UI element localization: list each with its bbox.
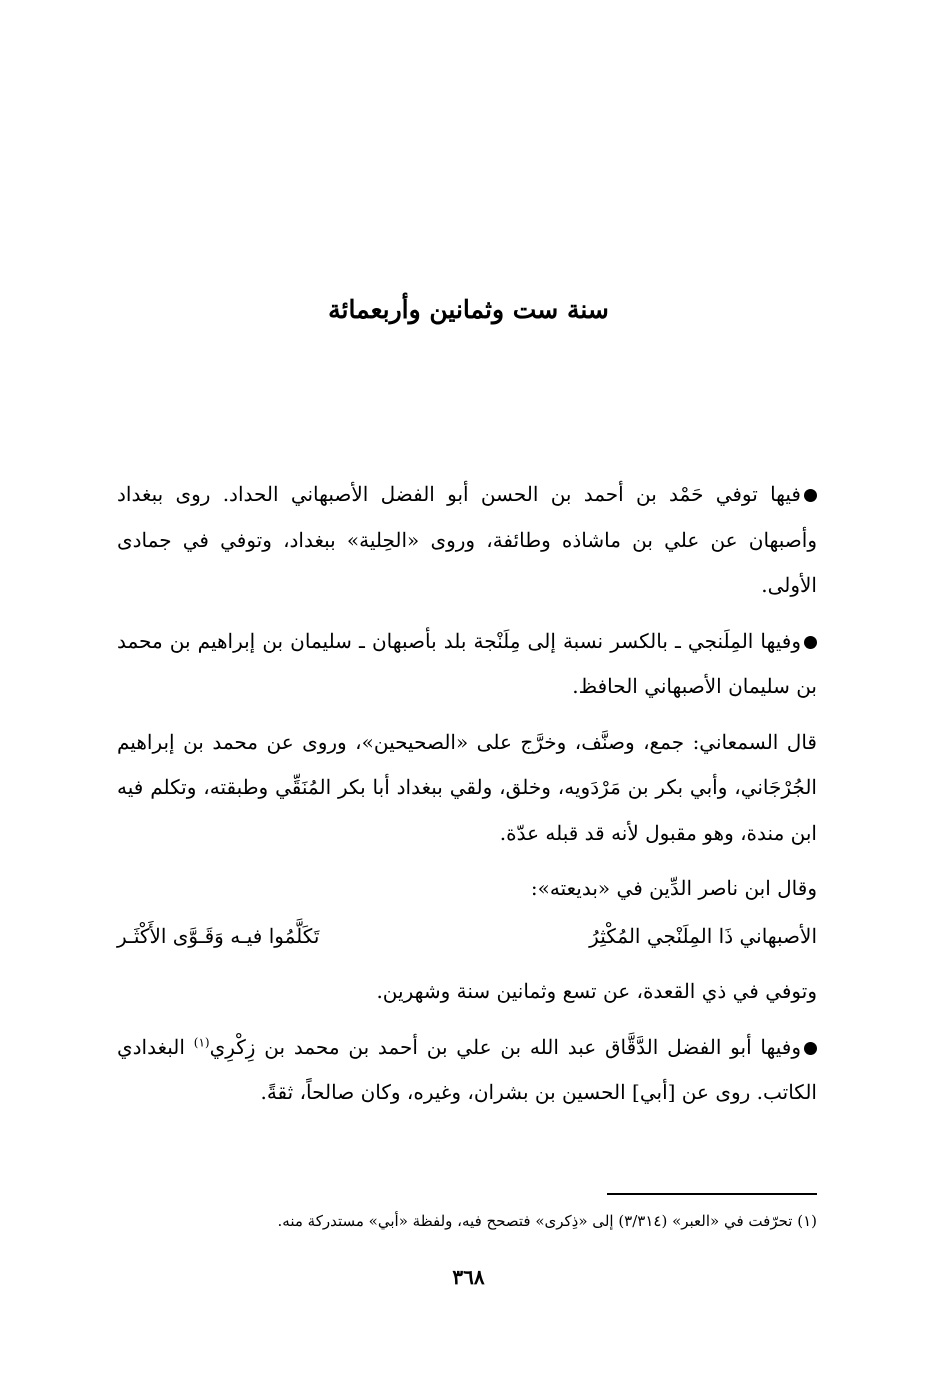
bullet-icon (804, 489, 817, 502)
page-number: ٣٦٨ (452, 1265, 485, 1289)
page-title: سنة ست وثمانين وأربعمائة (328, 295, 609, 324)
footnote: (١) تحرّفت في «العبر» (٣/٣١٤) إلى «ذِكرى» فتصحح فيه، ولفظة «أبي» مستدركة منه. (277, 1212, 817, 1230)
paragraph (117, 720, 817, 857)
paragraph-text: وقال ابن ناصر الدِّين في «بديعته»: (530, 876, 817, 900)
paragraph-text: البغدادي الكاتب. روى عن [أبي] الحسين بن بشران، وغيره، وكان صالحاً، ثقةً. (117, 1034, 817, 1104)
entry-paragraph (117, 1025, 817, 1116)
paragraph-text: وتوفي في ذي القعدة، عن تسع وثمانين سنة وشهرين. (376, 979, 817, 1003)
paragraph-text: وفيها المِلَنجي ـ بالكسر نسبة إلى مِلَنْجة بلد بأصبهان ـ سليمان بن إبراهيم بن محمد بن سليمان الأصبهاني الحافظ. (117, 628, 817, 698)
bullet-icon (804, 636, 817, 649)
verse-second-hemistich: تَكَلَّمُوا فيـه وَقَـوَّى الأَكْثَـر (117, 923, 320, 948)
footnote-divider (607, 1193, 817, 1195)
paragraph-text: فيها توفي حَمْد بن أحمد بن الحسن أبو الفضل الأصبهاني الحداد. روى ببغداد وأصبهان عن علي بن ماشاذه وطائفة، وروى «الحِلية» ببغداد، وتوفي في جمادى الأولى. (117, 482, 817, 597)
verse-first-hemistich: الأصبهاني ذَا المِلَنْجي المُكْثِرُ (589, 923, 817, 948)
entry-paragraph (117, 619, 817, 710)
paragraph (117, 969, 817, 1015)
main-text (117, 472, 817, 1116)
poetry-verse (117, 914, 817, 960)
entry-paragraph (117, 472, 817, 609)
paragraph-text: قال السمعاني: جمع، وصنَّف، وخرَّج على «الصحيحين»، وروى عن محمد بن إبراهيم الجُرْجَاني، وأبي بكر بن مَرْدَويه، وخلق، ولقي ببغداد أبا بكر المُنَقِّي وطبقته، وتكلم فيه ابن مندة، وهو مقبول لأنه قد قبله عدّة. (117, 729, 817, 845)
footnote-reference: (١) (193, 1034, 210, 1049)
paragraph (117, 866, 817, 912)
paragraph-text: وفيها أبو الفضل الدَّقَّاق عبد الله بن علي بن أحمد بن محمد بن زِكْرِي (209, 1034, 801, 1059)
bullet-icon (804, 1042, 817, 1055)
